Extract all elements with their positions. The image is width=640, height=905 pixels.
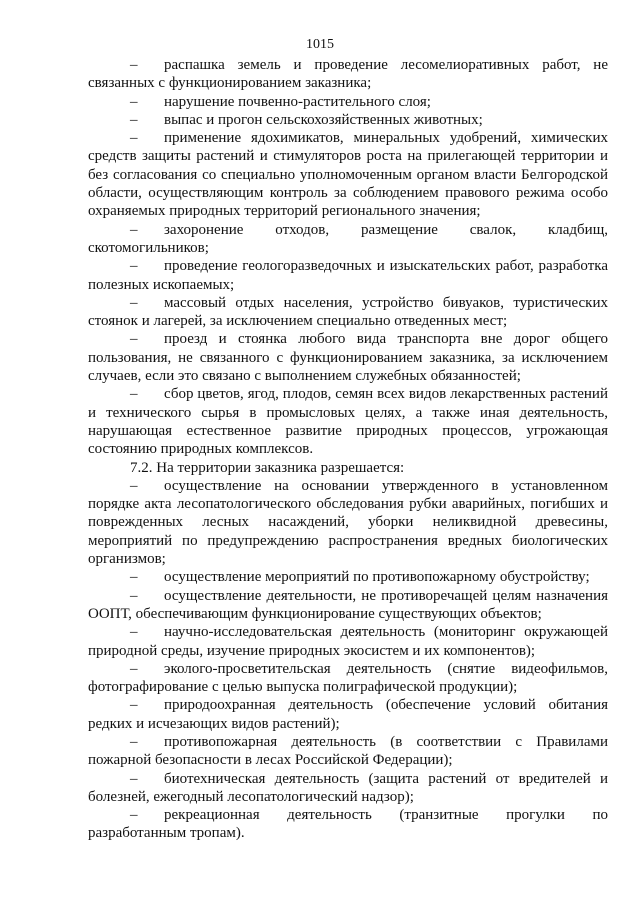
bullet-dash: – (130, 221, 138, 238)
bullet-dash: – (130, 294, 138, 311)
list-item-text: эколого-просветительская деятельность (снятие видеофильмов, фотографирование с целью выпуска полиграфической продукции); (88, 660, 608, 696)
list-item (88, 294, 608, 331)
permitted-list (88, 477, 608, 843)
bullet-dash: – (130, 807, 138, 824)
bullet-dash: – (130, 733, 138, 750)
list-item (88, 806, 608, 843)
list-item (88, 623, 608, 660)
list-item-text: проезд и стоянка любого вида транспорта вне дорог общего пользования, не связанного с функционированием заказника, за исключением случаев, если это связано с выполнением служебных обязанностей; (88, 331, 608, 385)
document-body (88, 56, 608, 843)
list-item-text: научно-исследовательская деятельность (мониторинг окружающей природной среды, изучение природных экосистем и их компонентов); (88, 624, 608, 659)
list-item (88, 385, 608, 458)
bullet-dash: – (130, 331, 138, 348)
bullet-dash: – (130, 587, 138, 604)
list-item (88, 221, 608, 258)
bullet-dash: – (130, 258, 138, 275)
list-item (88, 770, 608, 807)
list-item (88, 330, 608, 385)
list-item (88, 56, 608, 93)
list-item-text: выпас и прогон сельскохозяйственных животных; (164, 111, 483, 128)
list-item (88, 111, 608, 129)
section-heading: 7.2. На территории заказника разрешается: (130, 459, 405, 476)
list-item-text: применение ядохимикатов, минеральных удобрений, химических средств защиты растений и стимуляторов роста на прилегающей территории и без согласования со специально уполномоченным органом власти Белгородской области, осуществляющим контроль за соблюдением правового режима особо охраняемых природных территорий регионального значения; (88, 130, 608, 220)
bullet-dash: – (130, 770, 138, 787)
list-item-text: распашка земель и проведение лесомелиоративных работ, не связанных с функционированием заказника; (88, 57, 608, 92)
list-item (88, 587, 608, 624)
list-item-text: осуществление на основании утвержденного в установленном порядке акта лесопатологического обследования рубки аварийных, погибших и поврежденных лесных насаждений, уборки неликвидной древесины, мероприятий по предупреждению распространения вредных биологических организмов; (88, 477, 608, 568)
bullet-dash: – (130, 697, 138, 714)
list-item-text: сбор цветов, ягод, плодов, семян всех видов лекарственных растений и технического сырья в промысловых целях, а также иная деятельность, нарушающая естественное развитие природных процессов, угрожающая состоянию природных комплексов. (88, 386, 608, 458)
list-item (88, 129, 608, 220)
list-item (88, 477, 608, 568)
list-item-text: проведение геологоразведочных и изыскательских работ, разработка полезных ископаемых; (88, 258, 608, 293)
bullet-dash: – (130, 569, 138, 586)
bullet-dash: – (130, 477, 138, 494)
list-item-text: захоронение отходов, размещение свалок, кладбищ, скотомогильников; (88, 221, 608, 256)
bullet-dash: – (130, 386, 138, 403)
bullet-dash: – (130, 130, 138, 147)
list-item-text: биотехническая деятельность (защита растений от вредителей и болезней, ежегодный лесопатологический надзор); (88, 770, 608, 805)
bullet-dash: – (130, 660, 138, 677)
list-item-text: противопожарная деятельность (в соответствии с Правилами пожарной безопасности в лесах Российской Федерации); (88, 733, 608, 769)
list-item (88, 733, 608, 770)
bullet-dash: – (130, 57, 138, 73)
list-item-text: нарушение почвенно-растительного слоя; (164, 93, 431, 110)
list-item-text: осуществление мероприятий по противопожарному обустройству; (164, 569, 590, 586)
prohibited-list (88, 56, 608, 459)
list-item (88, 93, 608, 111)
list-item (88, 568, 608, 586)
bullet-dash: – (130, 111, 138, 128)
page-number: 1015 (306, 37, 334, 52)
list-item-text: рекреационная деятельность (транзитные прогулки по разработанным тропам). (88, 807, 608, 842)
bullet-dash: – (130, 624, 138, 641)
list-item-text: осуществление деятельности, не противоречащей целям назначения ООПТ, обеспечивающим функционирование существующих объектов; (88, 587, 608, 622)
list-item (88, 696, 608, 733)
list-item (88, 660, 608, 697)
list-item (88, 257, 608, 294)
list-item-text: массовый отдых населения, устройство бивуаков, туристических стоянок и лагерей, за исключением специально отведенных мест; (88, 294, 608, 330)
list-item-text: природоохранная деятельность (обеспечение условий обитания редких и исчезающих видов растений); (88, 697, 608, 732)
bullet-dash: – (130, 93, 138, 110)
